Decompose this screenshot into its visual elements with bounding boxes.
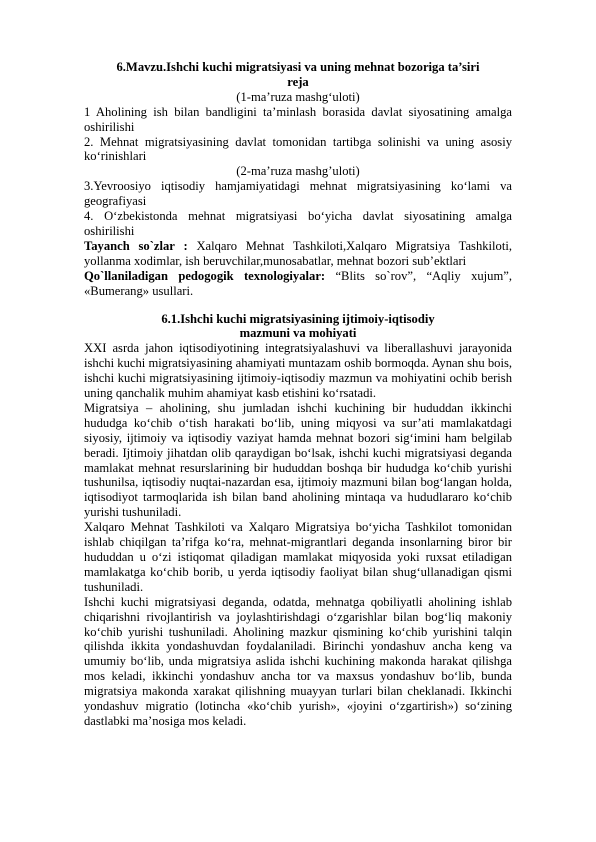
keywords-paragraph (84, 239, 512, 269)
body-paragraph-2: Migratsiya – aholining, shu jumladan ishchi kuchining bir hududdan ikkinchi hududga ko‘chib o‘tish harakati bo‘lib, uning miqyosi va sur’ati mamlakatdagi siyosiy, ijtimoiy va iqtisodiy vaziyat hamda mehnat bozori sig‘imini ham belgilab beradi. Ijtimoiy jihatdan olib qaraydigan bo‘lsak, ishchi kuchi migratsiyasi deganda mamlakat mehnat resurslarining bir hududdan boshqa bir hududga ko‘chib yurishi tushunilsa, iqtisodiy nuqtai-nazardan esa, ijtimoiy mazmuni bilan bog‘langan holda, iqtisodiyot tarmoqlarida ish bilan band aholining mintaqa va hududlararo ko‘chib yurishi tushuniladi. (84, 400, 512, 520)
lecture2-heading: (2-ma’ruza mashg’uloti) (236, 164, 360, 179)
body-paragraph-3: Xalqaro Mehnat Tashkiloti va Xalqaro Migratsiya bo‘yicha Tashkilot tomonidan ishlab chiqilgan ta’rifga ko‘ra, mehnat-migrantlari deganda insonlarning biror bir hududdan u o‘zi istiqomat qiladigan mamlakat miqyosida yoki ruxsat etiladigan mamlakatga ko‘chib borib, u yerda iqtisodiy faoliyat bilan shug‘ullanadigan qismi tushuniladi. (84, 520, 512, 594)
keywords-label: Tayanch so`zlar : (84, 238, 188, 253)
technologies-paragraph (84, 269, 512, 299)
keywords-text: Xalqaro Mehnat Tashkiloti,Xalqaro Migratsiya Tashkiloti, yollanma xodimlar, ish beruvchilar,munosabatlar, mehnat bozori sub’ektlari (84, 238, 512, 268)
plan-item-3: 3.Yevroosiyo iqtisodiy hamjamiyatidagi mehnat migratsiyasining ko‘lami va geografiyasi (84, 179, 512, 209)
plan-item-4: 4. O‘zbekistonda mehnat migratsiyasi bo‘yicha davlat siyosatining amalga oshirilishi (84, 209, 512, 238)
section-title: 6.1.Ishchi kuchi migratsiyasining ijtimoiy-iqtisodiy (161, 311, 435, 326)
topic-title: 6.Mavzu.Ishchi kuchi migratsiyasi va uning mehnat bozoriga ta’siri (116, 60, 480, 74)
section-subtitle: mazmuni va mohiyati (239, 326, 357, 341)
technologies-text: “Blits so`rov”, “Aqliy xujum”, «Bumerang» usullari. (84, 268, 512, 298)
body-paragraph-4: Ishchi kuchi migratsiyasi deganda, odatda, mehnatga qobiliyatli aholining ishlab chiqarishni rivojlantirish va joylashtirishdagi o‘zgarishlar bilan bog‘liq makoniy ko‘chib yurishi tushuniladi. Aholining mazkur qismining ko‘chib yurishini talqin qilishda ikkita yondashuvdan foydalaniladi. Birinchi yondashuv ancha keng va umumiy bo‘lib, unda migratsiya aslida ishchi kuchining makonda harakat qilishga mos keladi, ikkinchi yondashuv ancha tor va maxsus yondashuv bo‘lib, bunda migratsiya makonda xarakat qilishning muayyan turlari bilan cheklanadi. Ikkinchi yondashuv migratio (lotincha «ko‘chib yurish», «joyini o‘zgartirish») so‘zining dastlabki ma’nosiga mos keladi. (84, 594, 512, 728)
lecture1-heading: (1-ma’ruza mashg‘uloti) (236, 89, 360, 104)
plan-item-1: 1 Aholining ish bilan bandligini ta’minlash borasida davlat siyosatining amalga oshirilishi (84, 104, 512, 134)
plan-item-2: 2. Mehnat migratsiyasining davlat tomonidan tartibga solinishi va uning asosiy ko‘rinishlari (84, 134, 512, 164)
spacer (84, 299, 512, 312)
technologies-label: Qo`llaniladigan pedogogik texnologiyalar: (84, 268, 326, 283)
body-paragraph-1: XXI asrda jahon iqtisodiyotining integratsiyalashuvi va liberallashuvi jarayonida ishchi kuchi migratsiyasining ahamiyati muntazam oshib bormoqda. Aynan shu bois, ishchi kuchi migratsiyasining ijtimoiy-iqtisodiy mazmun va mohiyatini ochib berish uning qanchalik muhim ahamiyat kasb etishini ko‘rsatadi. (84, 341, 512, 401)
document-page (84, 60, 512, 729)
plan-heading: reja (287, 74, 309, 89)
